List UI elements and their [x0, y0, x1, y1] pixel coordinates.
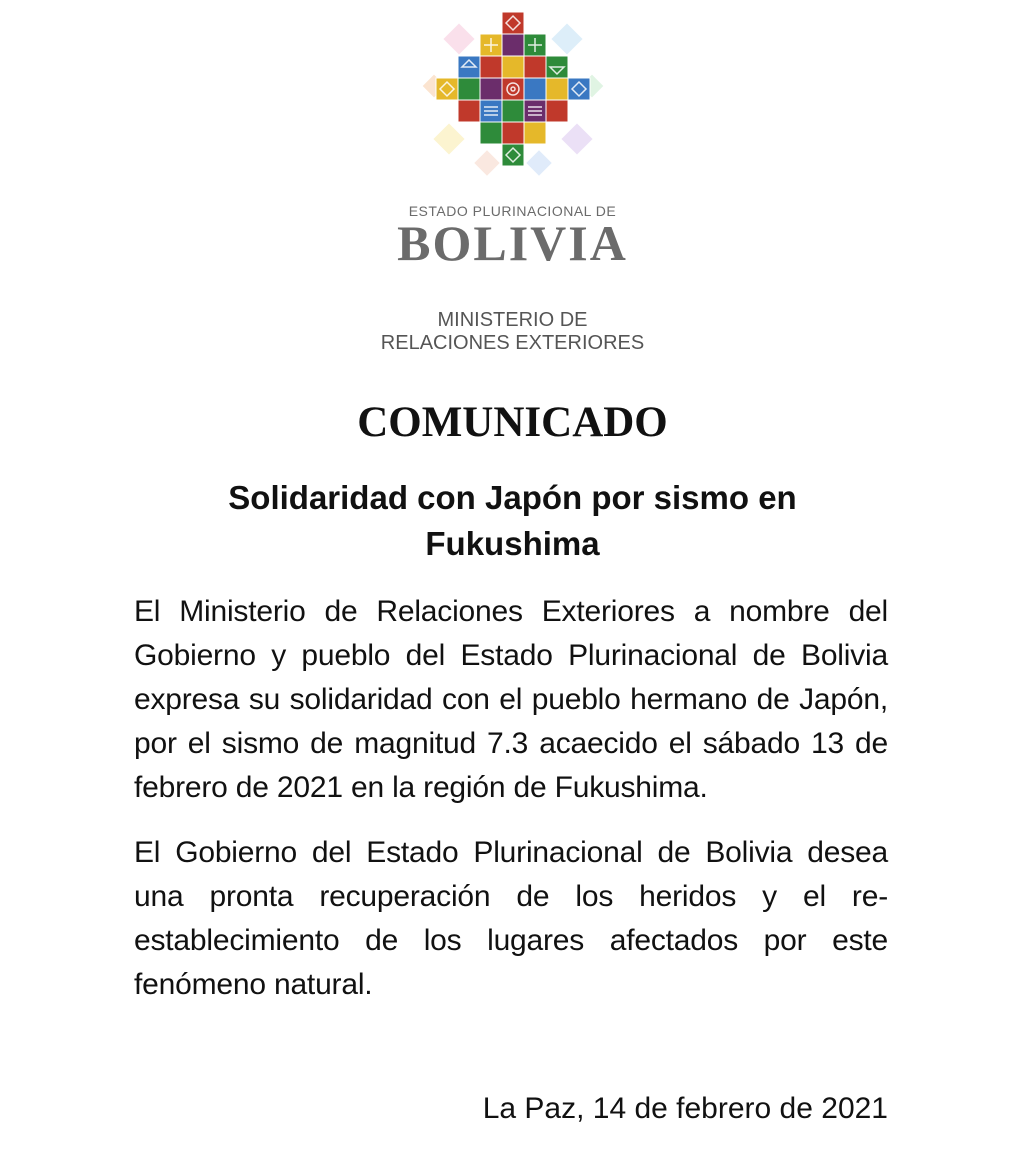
state-name-line: ESTADO PLURINACIONAL DE [408, 203, 617, 219]
country-name: BOLIVIA [397, 215, 628, 271]
ministry-name [0, 309, 1025, 355]
ministry-line-2: RELACIONES EXTERIORES [380, 332, 645, 354]
document-title: COMUNICADO [357, 399, 668, 446]
body-paragraph-1: El Ministerio de Relaciones Exteriores a nombre del Gobierno y pueblo del Estado Plurinacional de Bolivia expresa su solidaridad con el pueblo hermano de Japón, por el sismo de magnitud 7.3 acaecido el sábado 13 de febrero de 2021 en la región de Fukushima. [134, 595, 888, 804]
body-paragraph-2: El Gobierno del Estado Plurinacional de Bolivia desea una pronta recuperación de los heridos y el re-establecimiento de los lugares afectados por este fenómeno natural. [134, 836, 888, 1001]
bolivia-chakana-emblem-icon [418, 8, 608, 188]
ministry-line-1: MINISTERIO DE [437, 309, 588, 331]
dateline: La Paz, 14 de febrero de 2021 [482, 1092, 888, 1125]
document-subject: Solidaridad con Japón por sismo en Fukushima [228, 479, 797, 562]
